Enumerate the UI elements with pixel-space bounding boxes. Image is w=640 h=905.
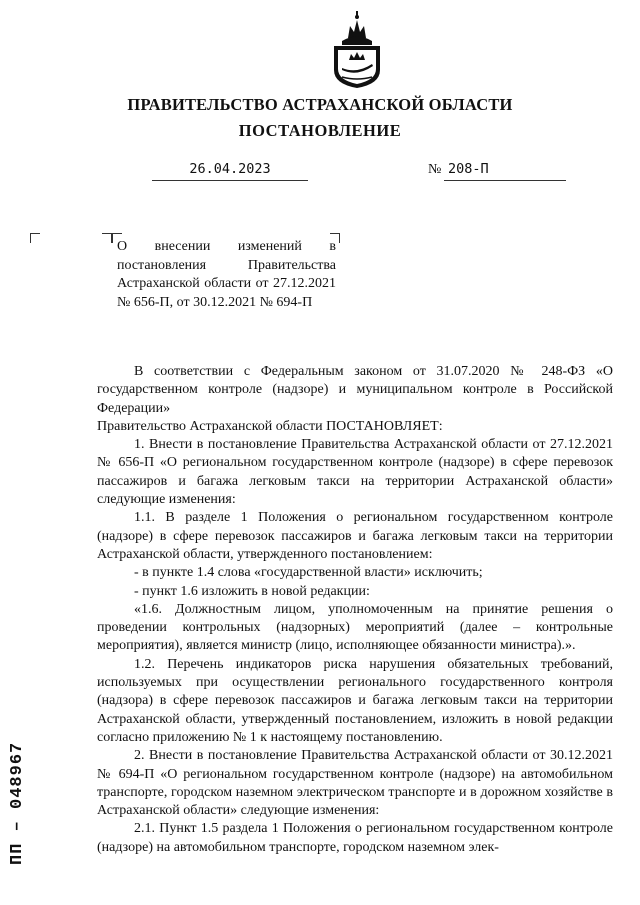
clause-1-1-item-2: - пункт 1.6 изложить в новой редакции: xyxy=(134,583,370,599)
clause-1-6-quote: «1.6. Должностным лицом, уполномоченным на принятие решения о проведении контрольных (надзорных) мероприятий (далее – контрольные мероприятия), является министр (лицо, исполняющее обязанности министра).». xyxy=(97,601,613,654)
document-subject: О внесении изменений в постановления Правительства Астраханской области от 27.12.2021 № 656-П, от 30.12.2021 № 694-П xyxy=(117,239,336,310)
serial-stamp xyxy=(6,725,34,865)
number-sign: № xyxy=(428,162,442,177)
document-type: ПОСТАНОВЛЕНИЕ xyxy=(238,121,402,140)
number-underline xyxy=(444,180,566,181)
document-body xyxy=(97,363,613,857)
clause-1-1-paragraph: 1.1. В разделе 1 Положения о региональном государственном контроле (надзоре) в сфере перевозок пассажиров и багажа легковым такси на территории Астраханской области, утвержденного постановлением: xyxy=(97,510,613,562)
subject-corner-mark-left-outer xyxy=(102,233,112,243)
serial-stamp-text: ПП – 048967 xyxy=(8,741,27,865)
clause-1-2-paragraph: 1.2. Перечень индикаторов риска нарушения обязательных требований, используемых при осуществлении регионального государственного контроля (надзора) в сфере перевозок пассажиров и багажа легковым такси на территории Астраханской области, утвержденный постановлением, изложить в новой редакции согласно приложению № 1 к настоящему постановлению. xyxy=(97,656,613,745)
preamble-paragraph: В соответствии с Федеральным законом от 31.07.2020 № 248-ФЗ «О государственном контроле (надзоре) и муниципальном контроле в Российской Федерации» xyxy=(97,364,613,416)
resolution-paragraph: Правительство Астраханской области ПОСТАНОВЛЯЕТ: xyxy=(97,418,443,434)
clause-1-1-item-1: - в пункте 1.4 слова «государственной власти» исключить; xyxy=(134,565,483,581)
left-margin-corner-mark xyxy=(30,233,40,243)
document-number: 208-П xyxy=(448,161,489,177)
organization-title: ПРАВИТЕЛЬСТВО АСТРАХАНСКОЙ ОБЛАСТИ xyxy=(127,95,513,114)
document-date: 26.04.2023 xyxy=(189,161,271,177)
coat-of-arms-emblem xyxy=(328,8,386,90)
clause-2-paragraph: 2. Внести в постановление Правительства Астраханской области от 30.12.2021 № 694-П «О региональном государственном контроле (надзоре) на автомобильном транспорте, городском наземном электрическом транспорте и в дорожном хозяйстве в Астраханской области» следующие изменения: xyxy=(97,748,613,819)
clause-2-1-paragraph: 2.1. Пункт 1.5 раздела 1 Положения о региональном государственном контроле (надзоре) на автомобильном транспорте, городском наземном элек- xyxy=(97,821,613,855)
date-underline xyxy=(152,180,308,181)
clause-1-paragraph: 1. Внести в постановление Правительства Астраханской области от 27.12.2021 № 656-П «О региональном государственном контроле (надзоре) в сфере перевозок пассажиров и багажа легковым такси на территории Астраханской области» следующие изменения: xyxy=(97,437,613,508)
